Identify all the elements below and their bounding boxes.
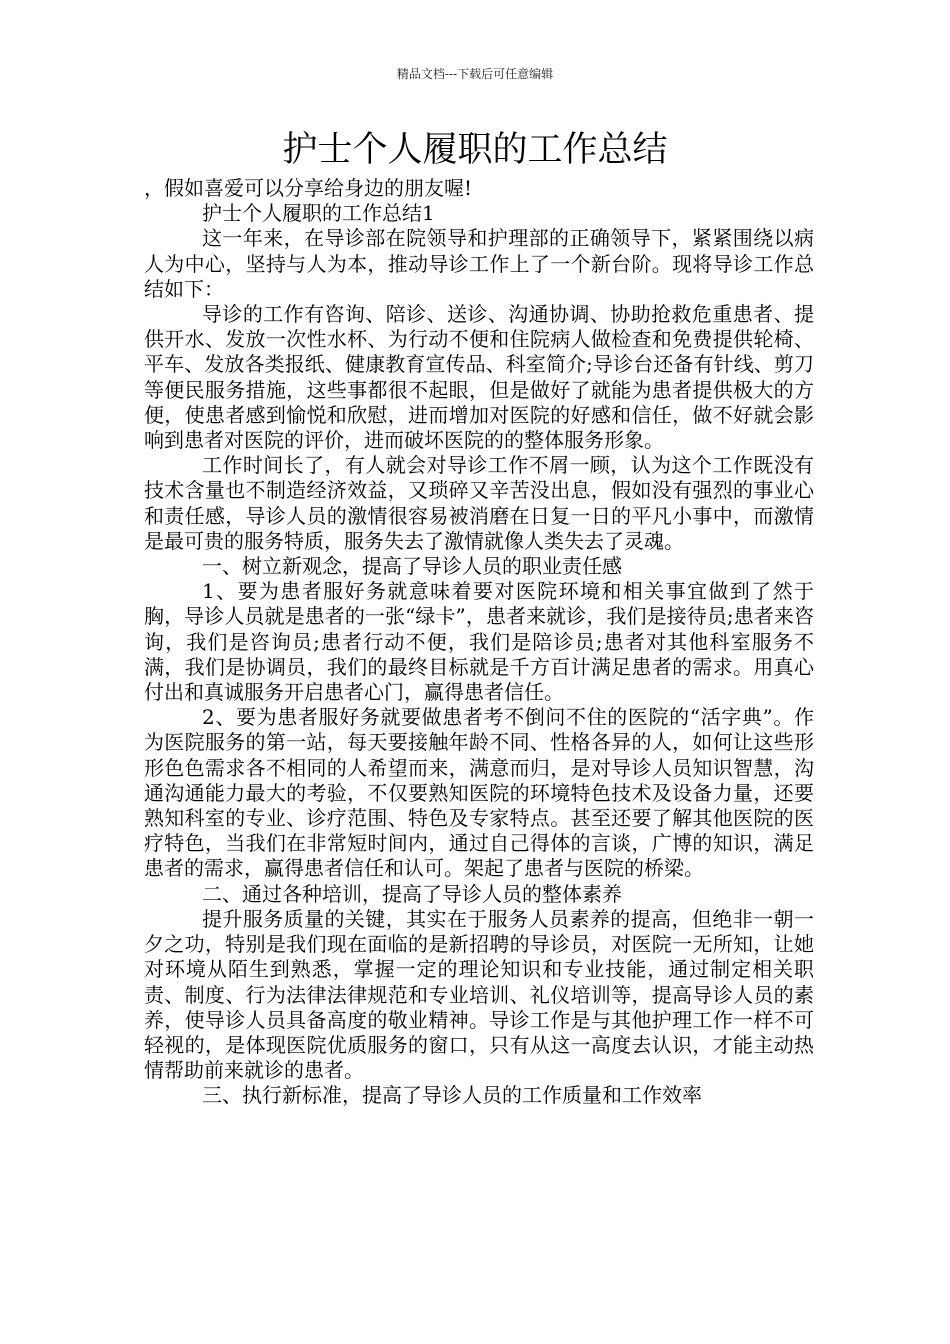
document-body bbox=[144, 176, 814, 1109]
page-header-note: 精品文档---下载后可任意编辑 bbox=[396, 67, 554, 81]
section-heading: 三、执行新标准，提高了导诊人员的工作质量和工作效率 bbox=[202, 1083, 702, 1108]
section-heading: 一、树立新观念，提高了导诊人员的职业责任感 bbox=[202, 554, 622, 579]
body-paragraph: 1、要为患者服好务就意味着要对医院环境和相关事宜做到了然于胸，导诊人员就是患者的一张“绿卡”，患者来就诊，我们是接待员;患者来咨询，我们是咨询员;患者行动不便，我们是陪诊员;患者对其他科室服务不满，我们是协调员，我们的最终目标就是千方百计满足患者的需求。用真心付出和真诚服务开启患者心门，赢得患者信任。 bbox=[144, 579, 814, 705]
body-paragraph: 2、要为患者服好务就要做患者考不倒问不住的医院的“活字典”。作为医院服务的第一站，每天要接触年龄不同、性格各异的人，如何让这些形形色色需求各不相同的人希望而来，满意而归，是对导诊人员知识智慧，沟通沟通能力最大的考验，不仅要熟知医院的环境特色技术及设备力量，还要熟知科室的专业、诊疗范围、特色及专家特点。甚至还要了解其他医院的医疗特色，当我们在非常短时间内，通过自己得体的言谈，广博的知识，满足患者的需求，赢得患者信任和认可。架起了患者与医院的桥梁。 bbox=[144, 705, 814, 881]
body-paragraph: 这一年来，在导诊部在院领导和护理部的正确领导下，紧紧围绕以病人为中心，坚持与人为本，推动导诊工作上了一个新台阶。现将导诊工作总结如下： bbox=[144, 226, 814, 301]
body-paragraph: 导诊的工作有咨询、陪诊、送诊、沟通协调、协助抢救危重患者、提供开水、发放一次性水杯、为行动不便和住院病人做检查和免费提供轮椅、平车、发放各类报纸、健康教育宣传品、科室简介;导诊台还备有针线、剪刀等便民服务措施，这些事都很不起眼，但是做好了就能为患者提供极大的方便，使患者感到愉悦和欣慰，进而增加对医院的好感和信任，做不好就会影响到患者对医院的评价，进而破坏医院的的整体服务形象。 bbox=[144, 302, 814, 453]
section-heading: 二、通过各种培训，提高了导诊人员的整体素养 bbox=[202, 881, 622, 906]
body-paragraph: 提升服务质量的关键，其实在于服务人员素养的提高，但绝非一朝一夕之功，特别是我们现在面临的是新招聘的导诊员，对医院一无所知，让她对环境从陌生到熟悉，掌握一定的理论知识和专业技能，通过制定相关职责、制度、行为法律法律规范和专业培训、礼仪培训等，提高导诊人员的素养，使导诊人员具备高度的敬业精神。导诊工作是与其他护理工作一样不可轻视的，是体现医院优质服务的窗口，只有从这一高度去认识，才能主动热情帮助前来就诊的患者。 bbox=[144, 906, 814, 1083]
body-paragraph: 工作时间长了，有人就会对导诊工作不屑一顾，认为这个工作既没有技术含量也不制造经济效益，又琐碎又辛苦没出息，假如没有强烈的事业心和责任感，导诊人员的激情很容易被消磨在日复一日的平凡小事中，而激情是最可贵的服务特质，服务失去了激情就像人类失去了灵魂。 bbox=[144, 453, 814, 553]
section-heading: 护士个人履职的工作总结1 bbox=[202, 201, 435, 226]
document-title: 护士个人履职的工作总结 bbox=[282, 130, 668, 170]
body-paragraph: ，假如喜爱可以分享给身边的朋友喔! bbox=[144, 176, 473, 200]
